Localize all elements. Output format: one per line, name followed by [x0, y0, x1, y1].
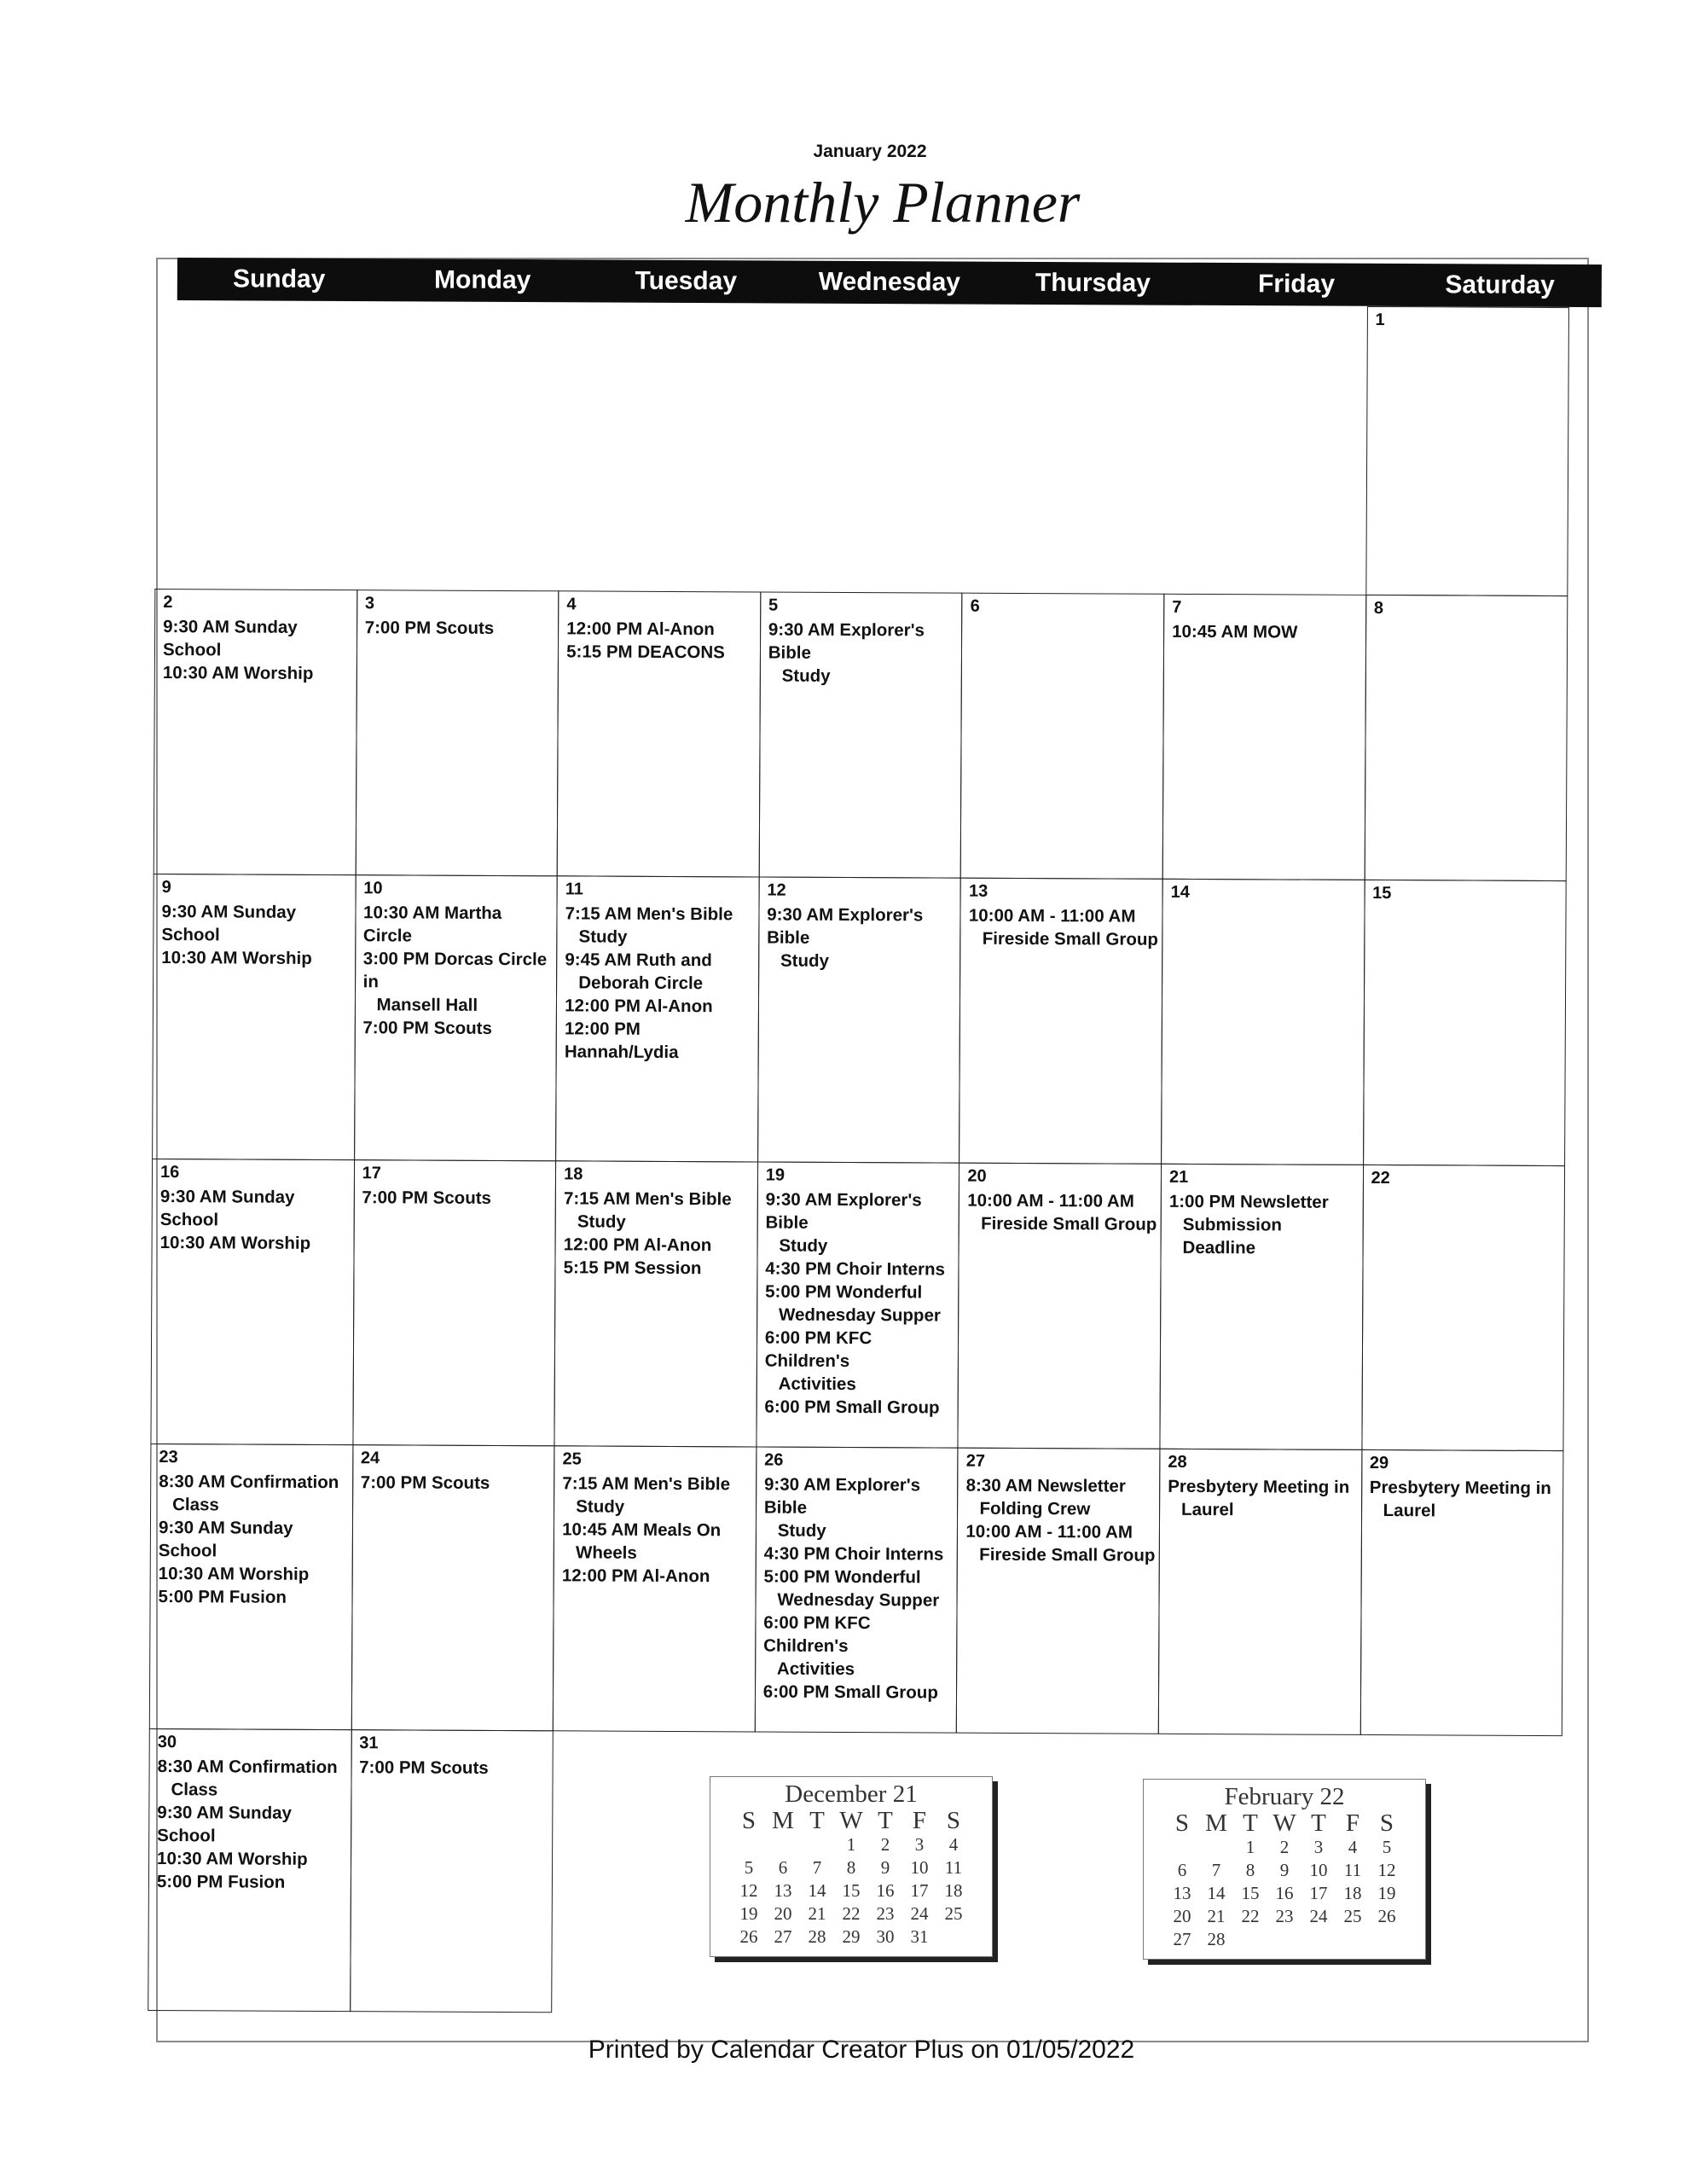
event-item: 10:45 AM MOW — [1172, 621, 1298, 642]
mini-calendar-date: 4 — [1348, 1837, 1358, 1857]
event-list — [362, 901, 553, 1040]
mini-calendar-date: 7 — [1211, 1860, 1221, 1880]
mini-calendar-date: 19 — [739, 1903, 758, 1924]
event-item: 12:00 PM Al-Anon — [561, 1565, 710, 1587]
event-text-continued: Laurel — [1383, 1501, 1436, 1521]
mini-calendar-date: 14 — [1207, 1883, 1226, 1903]
event-list — [565, 902, 756, 1064]
event-item — [564, 1187, 754, 1234]
mini-calendar-date: 5 — [744, 1857, 754, 1878]
mini-calendar-date: 21 — [808, 1903, 826, 1924]
mini-calendar-weekday: S — [1174, 1809, 1190, 1837]
event-list — [1172, 620, 1362, 644]
day-cell — [1361, 1165, 1565, 1451]
event-list — [767, 903, 957, 973]
day-number: 27 — [965, 1451, 986, 1471]
event-text: 6:00 PM KFC Children's — [763, 1612, 871, 1656]
day-cell — [960, 593, 1164, 880]
event-item: 7:00 PM Scouts — [362, 1188, 492, 1208]
event-list — [1372, 906, 1562, 907]
event-item: 5:15 PM DEACONS — [566, 642, 725, 663]
event-item — [1370, 1476, 1560, 1523]
day-cell — [1158, 1449, 1362, 1735]
event-item — [763, 1611, 954, 1681]
event-list — [764, 1188, 955, 1420]
event-text: 1:00 PM Newsletter — [1168, 1191, 1329, 1212]
event-text-continued: Study — [780, 950, 830, 971]
event-text: 9:30 AM Explorer's Bible — [767, 904, 924, 948]
mini-calendar-date: 19 — [1377, 1883, 1396, 1903]
day-cell — [758, 591, 962, 878]
day-cell — [553, 1445, 757, 1732]
day-cell — [352, 1159, 556, 1446]
mini-calendar-weekday: M — [1205, 1809, 1227, 1837]
mini-calendar-date: 18 — [944, 1880, 963, 1901]
day-number: 10 — [363, 879, 383, 898]
event-item — [965, 1474, 1156, 1521]
mini-calendar-date: 29 — [842, 1926, 861, 1947]
event-item: 12:00 PM Al-Anon — [566, 619, 715, 640]
day-cell — [1364, 595, 1568, 881]
day-cell — [148, 1728, 351, 2012]
day-cell — [1161, 879, 1365, 1165]
event-item — [764, 1473, 954, 1543]
day-number: 29 — [1369, 1453, 1389, 1473]
day-number: 13 — [968, 881, 988, 901]
event-item — [969, 904, 1159, 951]
mini-calendar-date — [1165, 1836, 1199, 1859]
day-number: 7 — [1172, 597, 1182, 617]
day-cell — [1162, 594, 1366, 880]
event-list — [161, 900, 351, 970]
mini-calendar-date: 28 — [808, 1926, 826, 1947]
event-item — [765, 1327, 955, 1397]
day-cell — [355, 590, 559, 876]
event-item: 5:00 PM Fusion — [158, 1587, 287, 1607]
mini-calendar-date: 20 — [774, 1903, 792, 1924]
mini-calendar-date: 13 — [774, 1880, 792, 1901]
day-number: 23 — [159, 1448, 178, 1467]
event-text: 9:30 AM Explorer's Bible — [765, 1189, 922, 1233]
event-list — [362, 1186, 552, 1210]
event-text: 3:00 PM Dorcas Circle in — [362, 949, 548, 992]
event-list — [763, 1473, 954, 1705]
event-text-continued: Activities — [776, 1658, 855, 1680]
mini-calendar-date: 3 — [914, 1834, 925, 1855]
weekday-saturday: Saturday — [1445, 270, 1555, 299]
event-list — [361, 1471, 551, 1495]
event-text-continued: Wheels — [575, 1542, 637, 1563]
event-item: 9:30 AM Sunday School — [162, 617, 298, 660]
event-list — [1171, 905, 1361, 906]
day-cell — [149, 1443, 353, 1730]
day-cell — [354, 874, 558, 1161]
event-list — [163, 615, 353, 685]
mini-calendar-date: 12 — [1377, 1860, 1396, 1880]
day-cell — [350, 1729, 554, 2013]
day-number: 20 — [967, 1166, 987, 1186]
mini-calendar-date: 5 — [1382, 1837, 1392, 1857]
day-number: 18 — [564, 1165, 583, 1184]
weekday-tuesday: Tuesday — [635, 266, 738, 296]
event-text-continued: Submission Deadline — [1182, 1214, 1282, 1258]
mini-calendar-date: 17 — [1309, 1883, 1328, 1903]
event-list — [1370, 1476, 1560, 1523]
day-number: 24 — [360, 1449, 380, 1468]
mini-calendar-date: 28 — [1207, 1929, 1226, 1949]
mini-calendar-date: 10 — [910, 1857, 929, 1878]
event-item — [1168, 1475, 1358, 1522]
event-item: 4:30 PM Choir Interns — [763, 1543, 944, 1565]
planner-subtitle: January 2022 — [813, 142, 927, 161]
mini-calendar-date: 24 — [1309, 1906, 1328, 1926]
mini-calendar-date: 31 — [910, 1926, 929, 1947]
event-item — [362, 947, 553, 1017]
event-text: 9:30 AM Explorer's Bible — [768, 619, 925, 663]
event-item — [157, 1755, 347, 1802]
mini-calendar-date: 14 — [808, 1880, 826, 1901]
event-item: 6:00 PM Small Group — [764, 1397, 940, 1418]
event-item — [562, 1518, 752, 1565]
event-text: 7:15 AM Men's Bible — [563, 1188, 732, 1210]
day-number: 8 — [1373, 598, 1384, 619]
mini-calendar-date: 20 — [1173, 1906, 1191, 1926]
day-cell — [956, 1448, 1160, 1734]
mini-calendar-date: 16 — [1275, 1883, 1294, 1903]
mini-calendar-date — [766, 1833, 800, 1856]
event-item — [1169, 1190, 1359, 1260]
event-item: 4:30 PM Choir Interns — [765, 1258, 946, 1280]
mini-calendar-date: 11 — [944, 1857, 963, 1878]
day-number: 25 — [562, 1449, 582, 1469]
event-text: 8:30 AM Confirmation — [159, 1472, 339, 1493]
mini-calendar-title: February 22 — [1224, 1783, 1345, 1810]
mini-calendar-title: December 21 — [785, 1780, 918, 1808]
mini-calendar-date: 1 — [1245, 1837, 1255, 1857]
event-text-continued: Study — [577, 1211, 626, 1232]
mini-calendar-date: 17 — [910, 1880, 929, 1901]
event-text-continued: Study — [777, 1520, 826, 1541]
event-text: 10:00 AM - 11:00 AM — [968, 905, 1136, 926]
day-number: 6 — [970, 596, 980, 616]
mini-calendar-date: 3 — [1313, 1837, 1324, 1857]
mini-calendar-weekday: S — [946, 1807, 961, 1834]
mini-calendar-date: 25 — [944, 1903, 963, 1924]
mini-calendar-weekday: T — [1311, 1809, 1326, 1837]
planner-title: Monthly Planner — [685, 170, 1081, 235]
event-item: 10:30 AM Martha Circle — [362, 903, 502, 946]
event-item: 5:00 PM Fusion — [156, 1872, 286, 1892]
event-item — [765, 1281, 955, 1327]
event-text-continued: Folding Crew — [979, 1498, 1091, 1519]
event-item — [763, 1565, 954, 1612]
mini-calendar-date: 2 — [880, 1834, 890, 1855]
day-cell — [154, 589, 357, 875]
day-cell — [1365, 306, 1569, 596]
mini-calendar-date: 6 — [778, 1857, 788, 1878]
event-item: 12:00 PM Al-Anon — [565, 996, 713, 1017]
event-item — [159, 1470, 349, 1517]
event-item: 7:00 PM Scouts — [359, 1757, 489, 1778]
mini-calendar-date: 10 — [1309, 1860, 1328, 1880]
event-item — [768, 619, 959, 688]
event-list — [359, 1756, 549, 1780]
event-item — [562, 1472, 752, 1519]
event-text-continued: Class — [171, 1780, 218, 1800]
mini-calendar-date: 30 — [876, 1926, 895, 1947]
mini-calendar-date — [732, 1833, 766, 1856]
mini-calendar-weekday: S — [1379, 1809, 1394, 1837]
event-text: 5:00 PM Wonderful — [765, 1281, 923, 1303]
mini-calendar-date — [1267, 1928, 1301, 1951]
event-text-continued: Wednesday Supper — [777, 1589, 940, 1611]
event-text: 6:00 PM KFC Children's — [764, 1327, 872, 1371]
mini-calendar-date: 24 — [910, 1903, 929, 1924]
event-item: 7:00 PM Scouts — [364, 618, 495, 638]
day-number: 1 — [1375, 310, 1385, 330]
event-text-continued: Deborah Circle — [578, 973, 704, 994]
mini-calendar-date: 12 — [739, 1880, 758, 1901]
mini-calendar-date: 4 — [948, 1834, 959, 1855]
day-number: 22 — [1371, 1168, 1390, 1188]
mini-calendar-date — [1336, 1928, 1370, 1951]
mini-calendar-weekday: T — [878, 1807, 893, 1834]
day-number: 19 — [765, 1165, 786, 1185]
mini-calendar-date: 23 — [876, 1903, 895, 1924]
mini-calendar-date: 22 — [842, 1903, 861, 1924]
event-item: 9:30 AM Sunday School — [157, 1803, 292, 1846]
day-number: 12 — [767, 880, 786, 900]
event-list — [160, 1185, 351, 1255]
mini-calendar-date: 18 — [1343, 1883, 1362, 1903]
day-cell — [1159, 1164, 1363, 1450]
mini-calendar-weekday: W — [839, 1807, 863, 1834]
event-item: 6:00 PM Small Group — [762, 1682, 938, 1703]
mini-calendar-date: 1 — [846, 1834, 856, 1855]
event-item — [565, 948, 755, 995]
event-list — [969, 904, 1159, 951]
mini-calendar-date: 9 — [880, 1857, 890, 1878]
event-item: 9:30 AM Sunday School — [159, 1187, 295, 1230]
mini-calendar-date: 8 — [1245, 1860, 1255, 1880]
event-text: 10:45 AM Meals On — [562, 1519, 722, 1541]
event-text: 9:30 AM Explorer's Bible — [763, 1474, 921, 1518]
day-number: 3 — [364, 594, 375, 613]
event-item: 10:30 AM Worship — [162, 663, 314, 683]
event-list — [1371, 1191, 1562, 1192]
event-item — [965, 1520, 1156, 1567]
mini-calendar-weekday: M — [772, 1807, 794, 1834]
day-number: 2 — [163, 593, 173, 613]
event-text: 8:30 AM Newsletter — [965, 1475, 1126, 1496]
event-text: 7:15 AM Men's Bible — [562, 1473, 731, 1495]
event-text: 9:45 AM Ruth and — [565, 950, 712, 971]
mini-calendar-february — [1143, 1779, 1426, 1960]
mini-calendar-weekday: S — [741, 1807, 757, 1834]
day-cell — [554, 1160, 758, 1447]
day-number: 11 — [565, 880, 584, 899]
day-cell — [757, 876, 961, 1163]
mini-calendar-date — [936, 1926, 971, 1949]
event-item: 9:30 AM Sunday School — [161, 902, 297, 945]
mini-calendar-date: 23 — [1275, 1906, 1294, 1926]
mini-calendar-date — [800, 1833, 834, 1856]
event-item — [565, 902, 755, 949]
mini-calendar-date — [1301, 1928, 1336, 1951]
mini-calendar-date: 22 — [1241, 1906, 1260, 1926]
event-text-continued: Class — [172, 1495, 219, 1515]
event-list — [365, 616, 555, 640]
day-number: 17 — [362, 1164, 381, 1183]
day-cell — [756, 1161, 959, 1448]
weekday-sunday: Sunday — [232, 264, 326, 293]
mini-calendar-date: 16 — [876, 1880, 895, 1901]
event-text-continued: Study — [779, 1235, 828, 1256]
mini-calendar-weekday: F — [1345, 1809, 1360, 1837]
mini-calendar-weekday: F — [912, 1807, 927, 1834]
day-number: 14 — [1170, 882, 1190, 902]
day-number: 5 — [768, 595, 779, 615]
day-cell — [555, 875, 759, 1162]
day-cell — [958, 1163, 1162, 1449]
day-number: 31 — [359, 1734, 379, 1753]
day-number: 9 — [161, 878, 171, 897]
mini-calendar-date: 6 — [1177, 1860, 1187, 1880]
weekday-thursday: Thursday — [1035, 268, 1151, 298]
mini-calendar-date: 26 — [739, 1926, 758, 1947]
event-text-continued: Study — [576, 1496, 625, 1517]
day-number: 26 — [764, 1450, 784, 1470]
event-list — [965, 1474, 1156, 1567]
event-list — [1168, 1475, 1358, 1522]
mini-calendar-weekday: T — [1243, 1809, 1258, 1837]
mini-calendar-table — [1165, 1811, 1404, 1951]
event-text: Presbytery Meeting in — [1369, 1477, 1551, 1499]
event-list — [562, 1472, 752, 1588]
event-text-continued: Study — [578, 926, 628, 947]
weekday-monday: Monday — [433, 265, 531, 295]
event-text-continued: Fireside Small Group — [979, 1544, 1156, 1565]
mini-calendar-date: 21 — [1207, 1906, 1226, 1926]
event-text-continued: Study — [781, 665, 831, 686]
weekday-wednesday: Wednesday — [818, 267, 961, 297]
event-list — [967, 1189, 1157, 1236]
mini-calendar-date — [1370, 1928, 1404, 1951]
event-item: 10:30 AM Worship — [157, 1849, 308, 1869]
mini-calendar-weekday: W — [1272, 1809, 1296, 1837]
event-text-continued: Activities — [778, 1374, 856, 1395]
event-item: 5:15 PM Session — [563, 1258, 702, 1279]
day-number: 15 — [1372, 883, 1392, 903]
event-text: 10:00 AM - 11:00 AM — [965, 1521, 1133, 1542]
event-item: 12:00 PM Hannah/Lydia — [564, 1019, 679, 1063]
event-list — [159, 1470, 349, 1609]
event-item — [967, 1189, 1157, 1236]
mini-calendar-date: 8 — [846, 1857, 856, 1878]
mini-calendar-date: 9 — [1279, 1860, 1290, 1880]
mini-calendar-date: 26 — [1377, 1906, 1396, 1926]
mini-calendar-date — [1199, 1836, 1233, 1859]
mini-calendar-date: 7 — [812, 1857, 822, 1878]
weekday-friday: Friday — [1257, 270, 1336, 299]
day-number: 28 — [1168, 1452, 1187, 1472]
day-cell — [755, 1446, 959, 1733]
event-list — [566, 617, 757, 664]
event-text: 8:30 AM Confirmation — [157, 1757, 338, 1778]
day-number: 30 — [157, 1733, 177, 1752]
mini-calendar-date: 27 — [774, 1926, 792, 1947]
mini-calendar-date: 13 — [1173, 1883, 1191, 1903]
mini-calendar-date: 15 — [1241, 1883, 1260, 1903]
day-number: 21 — [1168, 1167, 1189, 1187]
event-list — [768, 619, 959, 688]
event-text: 7:15 AM Men's Bible — [565, 903, 733, 925]
event-text: 10:00 AM - 11:00 AM — [967, 1190, 1134, 1211]
mini-calendar-weekday: T — [809, 1807, 825, 1834]
event-text-continued: Laurel — [1181, 1499, 1234, 1520]
day-cell — [150, 1159, 354, 1445]
mini-calendar-date: 15 — [842, 1880, 861, 1901]
print-footer: Printed by Calendar Creator Plus on 01/05/2022 — [588, 2036, 1135, 2064]
event-list — [1375, 333, 1565, 334]
mini-calendar-date — [1233, 1928, 1267, 1951]
event-item — [767, 903, 957, 973]
day-cell — [557, 590, 761, 877]
event-text-continued: Mansell Hall — [376, 995, 478, 1015]
event-text: Presbytery Meeting in — [1168, 1476, 1350, 1497]
event-list — [1169, 1190, 1359, 1260]
mini-calendar-date: 27 — [1173, 1929, 1191, 1949]
event-text: 5:00 PM Wonderful — [763, 1566, 921, 1588]
event-list — [157, 1755, 347, 1894]
mini-calendar-date: 25 — [1343, 1906, 1362, 1926]
day-cell — [1359, 1449, 1563, 1736]
event-text-continued: Fireside Small Group — [982, 928, 1159, 950]
event-text-continued: Wednesday Supper — [778, 1304, 941, 1326]
event-item: 7:00 PM Scouts — [362, 1018, 493, 1038]
day-cell — [1363, 880, 1567, 1166]
day-cell — [351, 1444, 554, 1731]
mini-calendar-table — [732, 1809, 971, 1949]
event-text-continued: Fireside Small Group — [981, 1213, 1157, 1234]
event-item: 10:30 AM Worship — [158, 1564, 310, 1584]
event-list — [1374, 621, 1564, 622]
event-item — [765, 1188, 955, 1258]
mini-calendar-date: 11 — [1343, 1860, 1362, 1880]
event-list — [971, 619, 1161, 620]
day-number: 16 — [159, 1163, 180, 1182]
event-item: 10:30 AM Worship — [159, 1233, 311, 1253]
event-item: 7:00 PM Scouts — [360, 1472, 490, 1493]
day-cell — [959, 878, 1162, 1165]
event-item: 12:00 PM Al-Anon — [563, 1234, 712, 1256]
day-number: 4 — [566, 595, 577, 614]
mini-calendar-december — [710, 1776, 993, 1957]
weekday-header — [177, 258, 1602, 307]
event-item: 9:30 AM Sunday School — [158, 1518, 293, 1561]
event-item: 10:30 AM Worship — [161, 948, 312, 968]
event-list — [564, 1187, 754, 1280]
day-cell — [152, 874, 356, 1160]
mini-calendar-date: 2 — [1279, 1837, 1290, 1857]
